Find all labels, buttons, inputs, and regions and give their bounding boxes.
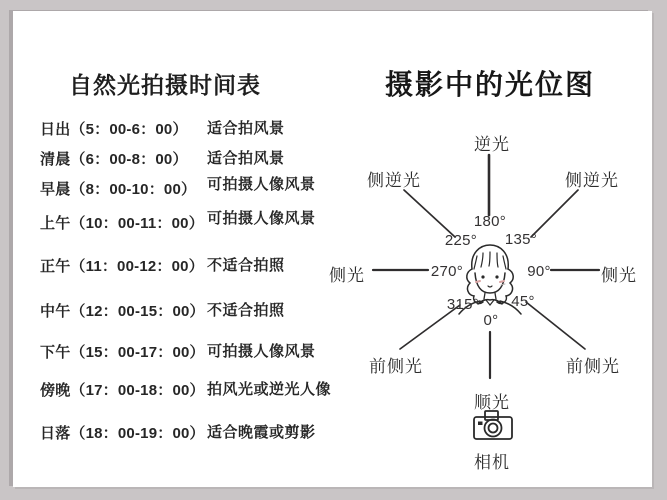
row-time: 正午（11：00-12：00） [40, 258, 204, 275]
row-note: 可拍摄人像风景 [207, 210, 316, 227]
row-note: 不适合拍照 [207, 257, 285, 274]
table-row [13, 300, 343, 320]
label-front-side-left: 前侧光 [369, 357, 423, 377]
row-time: 早晨（8：00-10：00） [40, 181, 197, 198]
row-note: 可拍摄人像风景 [207, 343, 316, 360]
label-side-left: 侧光 [329, 266, 365, 286]
row-note: 适合拍风景 [207, 150, 285, 167]
row-note: 适合晚霞或剪影 [207, 424, 316, 441]
left-panel-title: 自然光拍摄时间表 [69, 72, 261, 98]
row-time: 傍晚（17：00-18：00） [40, 382, 205, 399]
table-row [13, 178, 343, 198]
row-note: 适合拍风景 [207, 120, 285, 137]
angle-135: 135° [504, 231, 538, 248]
label-camera: 相机 [474, 453, 510, 473]
infographic-card [13, 11, 652, 487]
row-note: 拍风光或逆光人像 [207, 381, 332, 398]
table-row [13, 212, 343, 232]
right-panel-title: 摄影中的光位图 [384, 69, 596, 100]
row-time: 日出（5：00-6：00） [40, 121, 188, 138]
angle-270: 270° [430, 263, 464, 280]
angle-45: 45° [511, 293, 535, 310]
row-note: 可拍摄人像风景 [207, 176, 316, 193]
table-row [13, 118, 343, 138]
row-note: 不适合拍照 [207, 302, 285, 319]
row-time: 清晨（6：00-8：00） [40, 151, 188, 168]
camera-icon [474, 411, 512, 439]
angle-180: 180° [473, 213, 507, 230]
angle-225: 225° [444, 232, 478, 249]
row-time: 中午（12：00-15：00） [40, 303, 205, 320]
label-back-side-right: 侧逆光 [565, 171, 619, 191]
angle-0: 0° [483, 312, 499, 329]
angle-90: 90° [527, 263, 551, 280]
label-back-light: 逆光 [474, 135, 510, 155]
row-time: 日落（18：00-19：00） [40, 425, 205, 442]
row-time: 下午（15：00-17：00） [40, 344, 205, 361]
table-row [13, 422, 343, 442]
table-row [13, 341, 343, 361]
label-side-right: 侧光 [601, 266, 637, 286]
label-front-light: 顺光 [474, 393, 510, 413]
angle-315: 315° [446, 296, 480, 313]
table-row [13, 379, 343, 399]
row-time: 上午（10：00-11：00） [40, 215, 204, 232]
label-back-side-left: 侧逆光 [367, 171, 421, 191]
table-row [13, 148, 343, 168]
label-front-side-right: 前侧光 [566, 357, 620, 377]
table-row [13, 255, 343, 275]
